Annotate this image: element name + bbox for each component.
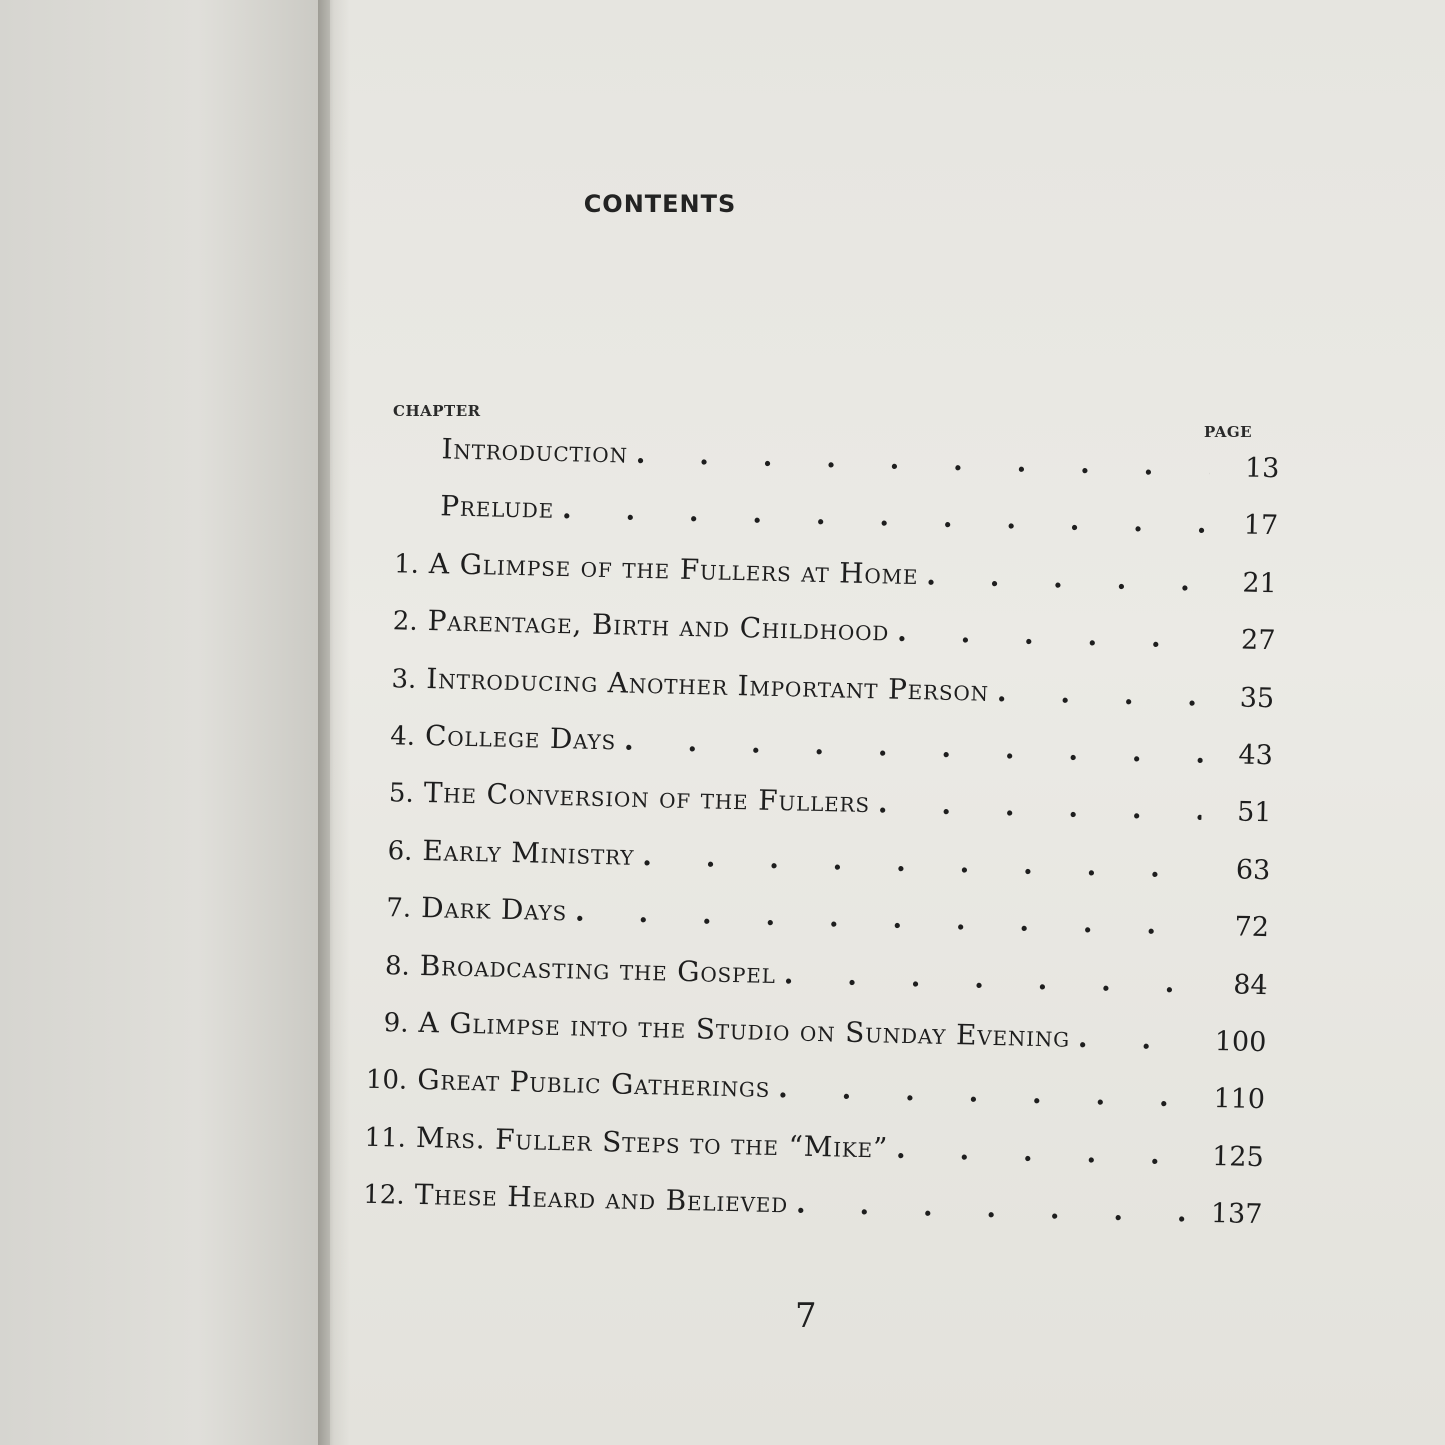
chapter-number — [339, 456, 441, 458]
page-ref: 72 — [1234, 911, 1270, 944]
page-ref: 17 — [1243, 509, 1279, 542]
chapter-title: Broadcasting the Gospel — [419, 948, 777, 990]
chapter-title: A Glimpse into the Studio on Sunday Evening — [418, 1005, 1071, 1054]
chapter-number — [338, 513, 440, 515]
dot-leader — [1070, 1021, 1197, 1057]
page-ref: 137 — [1210, 1198, 1263, 1231]
chapter-number: 4. — [389, 721, 416, 752]
chapter-number: 10. — [365, 1065, 408, 1096]
page-ref: 43 — [1238, 739, 1274, 772]
chapter-number: 11. — [364, 1122, 407, 1154]
page-column-label: PAGE — [1204, 423, 1253, 441]
chapter-title: Mrs. Fuller Steps to the “Mike” — [415, 1120, 889, 1165]
chapter-number: 8. — [384, 950, 411, 982]
chapter-title: Dark Days — [420, 891, 568, 928]
chapter-title: College Days — [424, 718, 617, 757]
dot-leader — [889, 615, 1206, 655]
page-ref: 100 — [1214, 1025, 1267, 1059]
chapter-number: 1. — [393, 549, 420, 580]
chapter-title: The Conversion of the Fullers — [423, 776, 871, 820]
table-of-contents — [322, 430, 1280, 1255]
chapter-number: 7. — [386, 893, 412, 924]
chapter-title: Introduction — [441, 432, 629, 470]
chapter-title: A Glimpse of the Fullers at Home — [428, 546, 919, 591]
page-ref: 110 — [1213, 1083, 1266, 1116]
page-ref: 13 — [1244, 452, 1280, 485]
chapter-number: 9. — [383, 1008, 409, 1039]
page-ref: 84 — [1232, 968, 1268, 1001]
chapter-title: Early Ministry — [422, 833, 635, 872]
chapter-title: These Heard and Believed — [414, 1177, 789, 1220]
chapter-number: 12. — [362, 1179, 405, 1211]
dot-leader — [870, 786, 1202, 827]
page-ref: 63 — [1235, 854, 1271, 886]
page-title: CONTENTS — [583, 190, 737, 218]
page-number: 7 — [795, 1296, 817, 1336]
chapter-title: Parentage, Birth and Childhood — [427, 604, 890, 648]
chapter-title: Prelude — [439, 489, 555, 526]
dot-leader — [888, 1131, 1194, 1171]
page-ref: 21 — [1242, 567, 1278, 600]
chapter-number: 2. — [392, 606, 419, 637]
chapter-number: 6. — [387, 835, 413, 867]
chapter-number: 5. — [388, 778, 415, 810]
chapter-number: 3. — [391, 663, 417, 695]
page-ref: 35 — [1239, 682, 1275, 714]
page-ref: 125 — [1211, 1140, 1265, 1173]
dot-leader — [918, 558, 1207, 598]
facing-page — [0, 0, 330, 1445]
chapter-column-label: CHAPTER — [393, 402, 481, 420]
page-ref: 51 — [1236, 796, 1272, 829]
chapter-title: Great Public Gatherings — [416, 1063, 771, 1105]
page-ref: 27 — [1240, 624, 1276, 657]
chapter-title: Introducing Another Important Person — [426, 661, 990, 708]
dot-leader — [989, 674, 1205, 712]
